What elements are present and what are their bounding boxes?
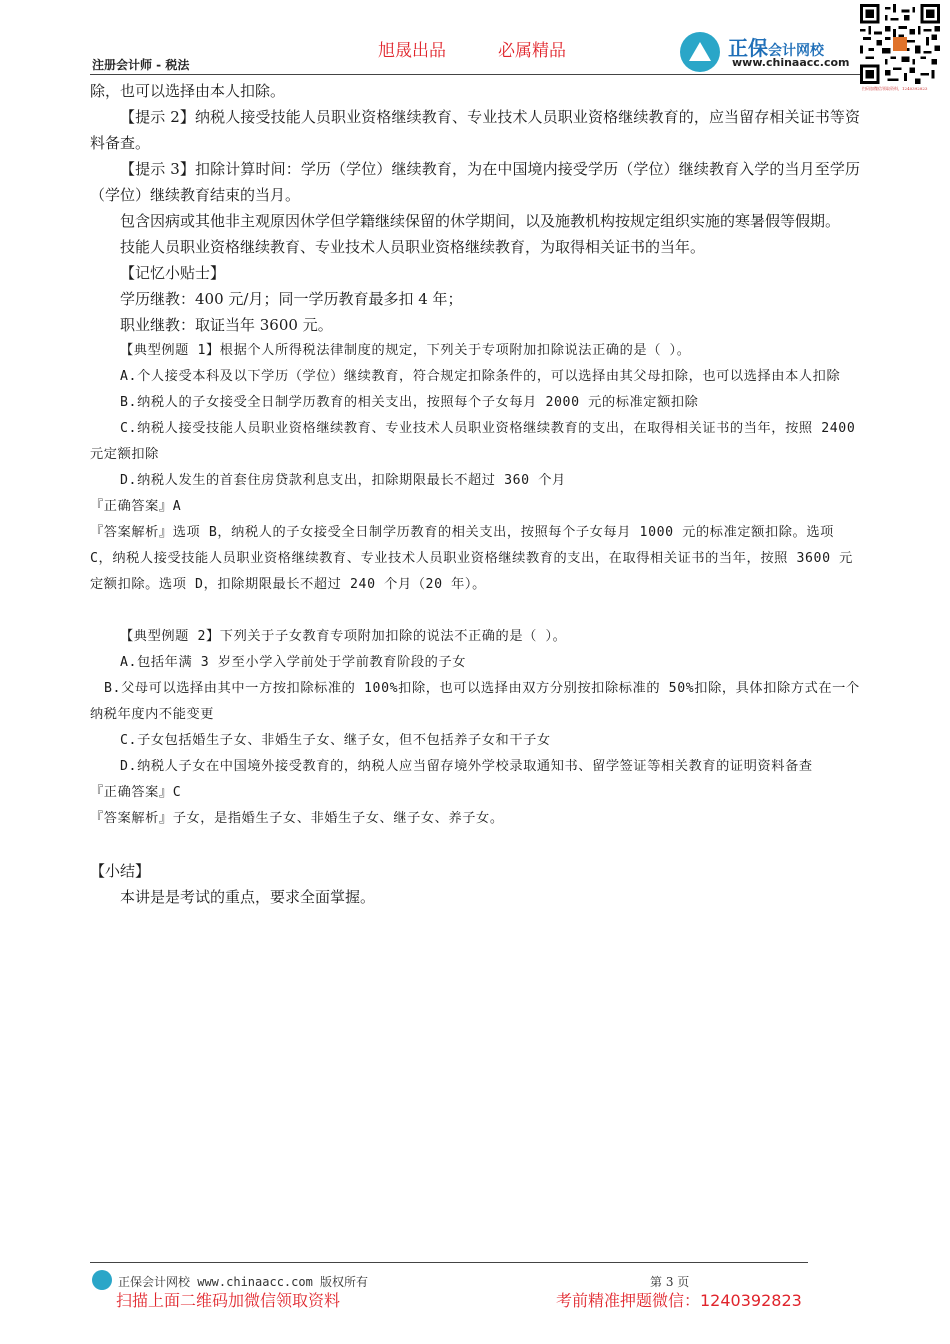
example-2-option-c: C.子女包括婚生子女、非婚生子女、继子女，但不包括养子女和干子女: [120, 733, 551, 748]
qr-code-icon: [860, 4, 940, 84]
header-brand-right: 必属精品: [498, 41, 566, 61]
paragraph: 技能人员职业资格继续教育、专业技术人员职业资格继续教育，为取得相关证书的当年。: [120, 238, 706, 256]
memory-tips-heading: 【记忆小贴士】: [120, 264, 226, 282]
example-2-option-b: B.父母可以选择由其中一方按扣除标准的 100%扣除，也可以选择由双方分别按扣除标准的 50%扣除，具体扣除方式在一个纳税年度内不能变更: [90, 681, 860, 722]
example-1-option-a: A.个人接受本科及以下学历（学位）继续教育，符合规定扣除条件的，可以选择由其父母扣除，也可以选择由本人扣除: [120, 369, 841, 384]
example-2-option-a: A.包括年满 3 岁至小学入学前处于学前教育阶段的子女: [120, 655, 467, 670]
header-brand-left: 旭晟出品: [378, 41, 446, 61]
paragraph: 除，也可以选择由本人扣除。: [90, 82, 286, 100]
memory-tip-line: 职业继教：取证当年 3600 元。: [120, 316, 333, 334]
example-1-option-b: B.纳税人的子女接受全日制学历教育的相关支出，按照每个子女每月 2000 元的标准定额扣除: [120, 395, 699, 410]
example-1-option-c: C.纳税人接受技能人员职业资格继续教育、专业技术人员职业资格继续教育的支出，在取得相关证书的当年，按照 2400 元定额扣除: [90, 421, 856, 462]
paragraph: 包含因病或其他非主观原因休学但学籍继续保留的休学期间，以及施教机构按规定组织实施的寒暑假等假期。: [120, 212, 841, 230]
footer-divider: [90, 1262, 808, 1263]
qr-note: 扫码加微信领取资料，1240392823: [862, 86, 928, 91]
footer-copyright: 正保会计网校 www.chinaacc.com 版权所有: [118, 1275, 369, 1289]
footer-promo-right: 考前精准押题微信：1240392823: [556, 1291, 802, 1310]
tip-3: 【提示 3】扣除计算时间：学历（学位）继续教育，为在中国境内接受学历（学位）继续教育入学的当月至学历（学位）继续教育结束的当月。: [90, 160, 860, 204]
example-2-question: 【典型例题 2】下列关于子女教育专项附加扣除的说法不正确的是（ ）。: [120, 629, 567, 644]
example-1-answer: 『正确答案』A: [90, 499, 182, 514]
example-1-option-d: D.纳税人发生的首套住房贷款利息支出，扣除期限最长不超过 360 个月: [120, 473, 566, 488]
example-2-answer: 『正确答案』C: [90, 785, 182, 800]
footer-logo-icon: [92, 1270, 112, 1290]
memory-tip-line: 学历继教：400 元/月；同一学历教育最多扣 4 年；: [120, 290, 463, 308]
logo-emblem-icon: [680, 32, 720, 72]
footer-promo-left: 扫描上面二维码加微信领取资料: [116, 1291, 341, 1310]
tip-2: 【提示 2】纳税人接受技能人员职业资格继续教育、专业技术人员职业资格继续教育的，应当留存相关证书等资料备查。: [90, 108, 860, 152]
summary-heading: 【小结】: [90, 862, 151, 880]
logo-name: 正保会计网校: [728, 36, 824, 60]
chinaacc-logo: [680, 30, 852, 72]
example-1-explanation: 『答案解析』选项 B，纳税人的子女接受全日制学历教育的相关支出，按照每个子女每月 1000 元的标准定额扣除。选项 C，纳税人接受技能人员职业资格继续教育、专业技术人员职业资格继续教育的支出，在取得相关证书的当年，按照 3600 元定额扣除。选项 D，扣除期限最长不超过 240 个月（20 年）。: [90, 525, 853, 592]
logo-url: www.chinaacc.com: [732, 56, 850, 69]
subject-title: 注册会计师 - 税法: [92, 58, 190, 72]
document-body: [90, 78, 860, 910]
summary-text: 本讲是是考试的重点，要求全面掌握。: [120, 888, 376, 906]
example-1-question: 【典型例题 1】根据个人所得税法律制度的规定，下列关于专项附加扣除说法正确的是（ ）。: [120, 343, 691, 358]
example-2-option-d: D.纳税人子女在中国境外接受教育的，纳税人应当留存境外学校录取通知书、留学签证等相关教育的证明资料备查: [120, 759, 813, 774]
page-number: 第 3 页: [650, 1275, 690, 1289]
header-divider: [90, 74, 910, 75]
example-2-explanation: 『答案解析』子女，是指婚生子女、非婚生子女、继子女、养子女。: [90, 811, 504, 826]
